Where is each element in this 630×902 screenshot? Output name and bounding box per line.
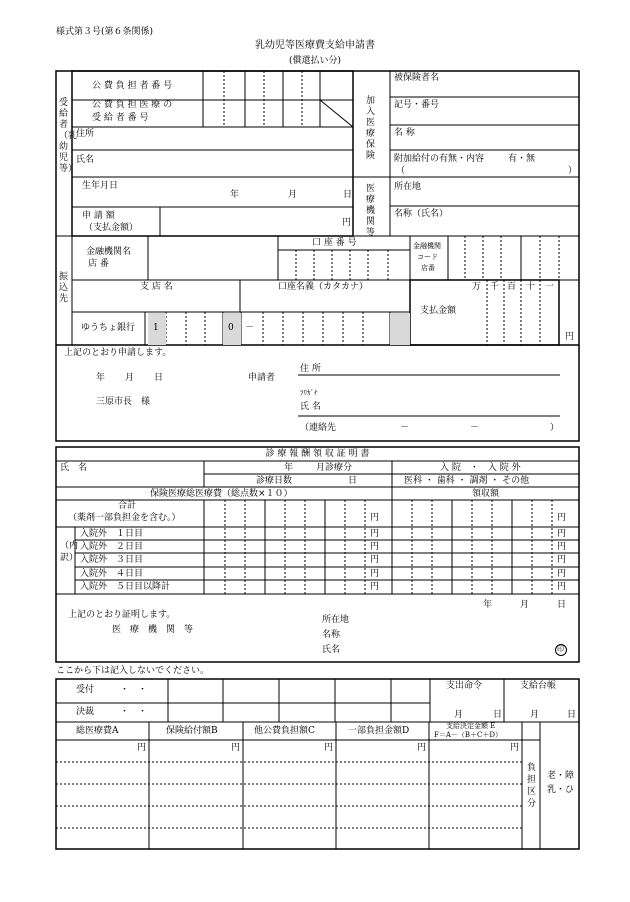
bank-name-label: 金融機関名 <box>86 247 132 257</box>
treatment-month-label: 月診療分 <box>316 463 353 473</box>
row-day-2: 入院外 ２日目 <box>80 542 144 552</box>
row-2-yen-received: 円 <box>557 542 567 552</box>
cert-date-year: 年 <box>483 600 493 610</box>
received-dots: ・ ・ <box>120 685 148 695</box>
contact-label: （連絡先 <box>300 423 337 433</box>
yucho-digit-0: 0 <box>228 323 234 333</box>
transfer-side-label: 振込先 <box>59 272 69 304</box>
amount-yen: 円 <box>342 218 352 228</box>
bank-code-label-3: 店番 <box>421 264 435 272</box>
expense-order-label: 支出命令 <box>446 681 483 691</box>
department-kind-label: 医科 ・ 歯科 ・ 調剤 ・ その他 <box>404 476 530 486</box>
declaration-address-label: 住 所 <box>300 364 321 374</box>
row-1-yen-received: 円 <box>557 529 567 539</box>
insurance-side-label: 加入医療保険 <box>366 96 376 161</box>
col-b-yen: 円 <box>231 743 241 753</box>
yucho-bank-label: ゆうちょ銀行 <box>81 323 136 333</box>
yes-no-label: 有・無 <box>508 154 536 164</box>
total-cost-label: 保険医療総医療費（総点数×１０） <box>150 489 293 499</box>
birth-day-label: 日 <box>343 190 353 200</box>
seal-mark: 印 <box>557 645 564 653</box>
institution-side-label: 医療機関等 <box>366 184 376 238</box>
page-title: 乳幼児等医療費支給申請書 <box>255 40 375 51</box>
insurance-name-label: 名 称 <box>394 128 415 138</box>
treatment-year-label: 年 <box>284 463 294 473</box>
col-e-yen: 円 <box>510 743 520 753</box>
row-5-yen-received: 円 <box>557 582 567 592</box>
row-5-yen-cost: 円 <box>370 582 380 592</box>
certificate-title: 診 療 報 酬 領 収 証 明 書 <box>265 449 370 459</box>
row-2-yen-cost: 円 <box>370 542 380 552</box>
inpatient-label: 入 院 ・ 入 院 外 <box>440 463 521 473</box>
declaration-month: 月 <box>125 373 135 383</box>
symbol-no-label: 記号・番号 <box>394 100 440 110</box>
declaration-text: 上記のとおり申請します。 <box>64 348 172 358</box>
bank-code-label-1: 金融機関 <box>413 242 441 250</box>
decision-label: 決裁 <box>76 707 95 717</box>
order-month: 月 <box>454 710 464 720</box>
declaration-day: 日 <box>154 373 164 383</box>
row-day-4: 入院外 ４日目 <box>80 569 144 579</box>
supplement-paren-open: （ <box>396 166 406 176</box>
unit-sen: 千 <box>490 282 500 292</box>
applicant-label: 申請者 <box>248 373 276 383</box>
col-copay-d: 一部負担金額D <box>348 726 410 736</box>
treatment-days-label: 診療日数 <box>256 476 293 486</box>
address-label: 住所 <box>76 129 95 139</box>
received-amount-label: 領収額 <box>472 489 500 499</box>
order-day: 日 <box>493 710 503 720</box>
name-label: 氏名 <box>76 155 95 165</box>
breakdown-label: （内訳） <box>60 541 79 563</box>
yucho-digit-1: 1 <box>153 323 159 333</box>
birth-year-label: 年 <box>230 190 240 200</box>
col-c-yen: 円 <box>324 743 334 753</box>
received-label: 受付 <box>76 685 95 695</box>
col-total-cost-a: 総医療費A <box>76 726 119 736</box>
birthdate-label: 生年月日 <box>82 181 119 191</box>
cert-person-label: 氏名 <box>322 645 341 655</box>
col-other-public-c: 他公費負担額C <box>254 726 315 736</box>
yucho-dash: － <box>245 323 255 333</box>
contact-paren-close: ） <box>550 423 560 433</box>
page-subtitle: (償還払い分) <box>288 56 342 66</box>
birth-month-label: 月 <box>288 190 298 200</box>
row-3-yen-received: 円 <box>557 555 567 565</box>
supplement-label: 附加給付の有無・内容 <box>394 154 485 164</box>
branch-no-label: 店 番 <box>88 259 109 269</box>
contact-dash-2: － <box>470 423 480 433</box>
total-sub-label: （薬剤一部負担金を含む。） <box>68 513 181 523</box>
col-insurance-benefit-b: 保険給付額B <box>166 726 218 736</box>
pay-amount-label: 支払金額 <box>420 306 457 316</box>
supplement-paren-close: ） <box>568 166 578 176</box>
declaration-year: 年 <box>96 373 106 383</box>
account-no-label: 口 座 番 号 <box>312 238 357 248</box>
recipient-no-label-2: 受 給 者 番 号 <box>92 113 149 123</box>
institution-location-label: 所在地 <box>394 182 422 192</box>
ledger-month: 月 <box>530 710 540 720</box>
medical-institution-label: 医 療 機 関 等 <box>112 625 194 635</box>
cert-date-day: 日 <box>557 600 567 610</box>
mayor-address: 三原市長 様 <box>96 397 151 407</box>
total-yen-cost: 円 <box>370 513 380 523</box>
bank-code-label-2: コード <box>417 253 438 261</box>
patient-name-label: 氏 名 <box>60 463 88 473</box>
branch-name-label: 支 店 名 <box>140 282 173 292</box>
office-use-notice: ここから下は記入しないでください。 <box>56 666 210 676</box>
row-day-3: 入院外 ３日目 <box>80 555 144 565</box>
applicant-side-label: 受給者（乳幼児等） <box>59 98 78 174</box>
col-d-yen: 円 <box>417 743 427 753</box>
row-3-yen-cost: 円 <box>370 555 380 565</box>
insured-label: 被保険者名 <box>394 73 440 83</box>
burden-infant-single: 乳・ひ <box>547 785 575 795</box>
burden-old-disabled: 老・障 <box>547 771 575 781</box>
row-4-yen-cost: 円 <box>370 569 380 579</box>
col-a-yen: 円 <box>137 743 147 753</box>
recipient-no-label-1: 公 費 負 担 医 療 の <box>92 100 173 110</box>
col-decision-e: 支給決定金額 E <box>446 722 496 730</box>
treatment-days-unit: 日 <box>348 476 358 486</box>
cert-name-label: 名称 <box>322 630 341 640</box>
unit-ichi: 一 <box>545 282 555 292</box>
amount-sub-label: （支払金額） <box>84 223 139 233</box>
row-1-yen-cost: 円 <box>370 529 380 539</box>
amount-label: 申 請 額 <box>82 211 115 221</box>
unit-hyaku: 百 <box>507 282 517 292</box>
row-day-1: 入院外 １日目 <box>80 529 144 539</box>
unit-juu: 十 <box>526 282 536 292</box>
institution-name-label: 名称（氏名） <box>394 209 449 219</box>
account-holder-label: 口座名義（カタカナ） <box>278 282 369 292</box>
cert-location-label: 所在地 <box>322 615 350 625</box>
row-day-5: 入院外 ５日目以降計 <box>80 582 171 592</box>
payment-ledger-label: 支給台帳 <box>520 681 557 691</box>
ledger-day: 日 <box>567 710 577 720</box>
certify-text: 上記のとおり証明します。 <box>68 610 176 620</box>
public-burden-no-label: 公 費 負 担 者 番 号 <box>92 81 173 91</box>
pay-amount-yen: 円 <box>565 332 575 342</box>
col-formula-f: F＝A－（B＋C＋D） <box>434 731 503 739</box>
declaration-name-label: 氏 名 <box>300 402 321 412</box>
decision-dots: ・ ・ <box>120 707 148 717</box>
unit-man: 万 <box>472 282 482 292</box>
burden-category-label: 負担区分 <box>527 763 537 809</box>
contact-dash-1: － <box>400 423 410 433</box>
row-4-yen-received: 円 <box>557 569 567 579</box>
total-yen-received: 円 <box>557 513 567 523</box>
form-number: 様式第３号(第６条関係) <box>56 27 154 37</box>
furigana-label: ﾌﾘｶﾞﾅ <box>300 389 318 397</box>
total-label: 合計 <box>118 501 137 511</box>
cert-date-month: 月 <box>520 600 530 610</box>
